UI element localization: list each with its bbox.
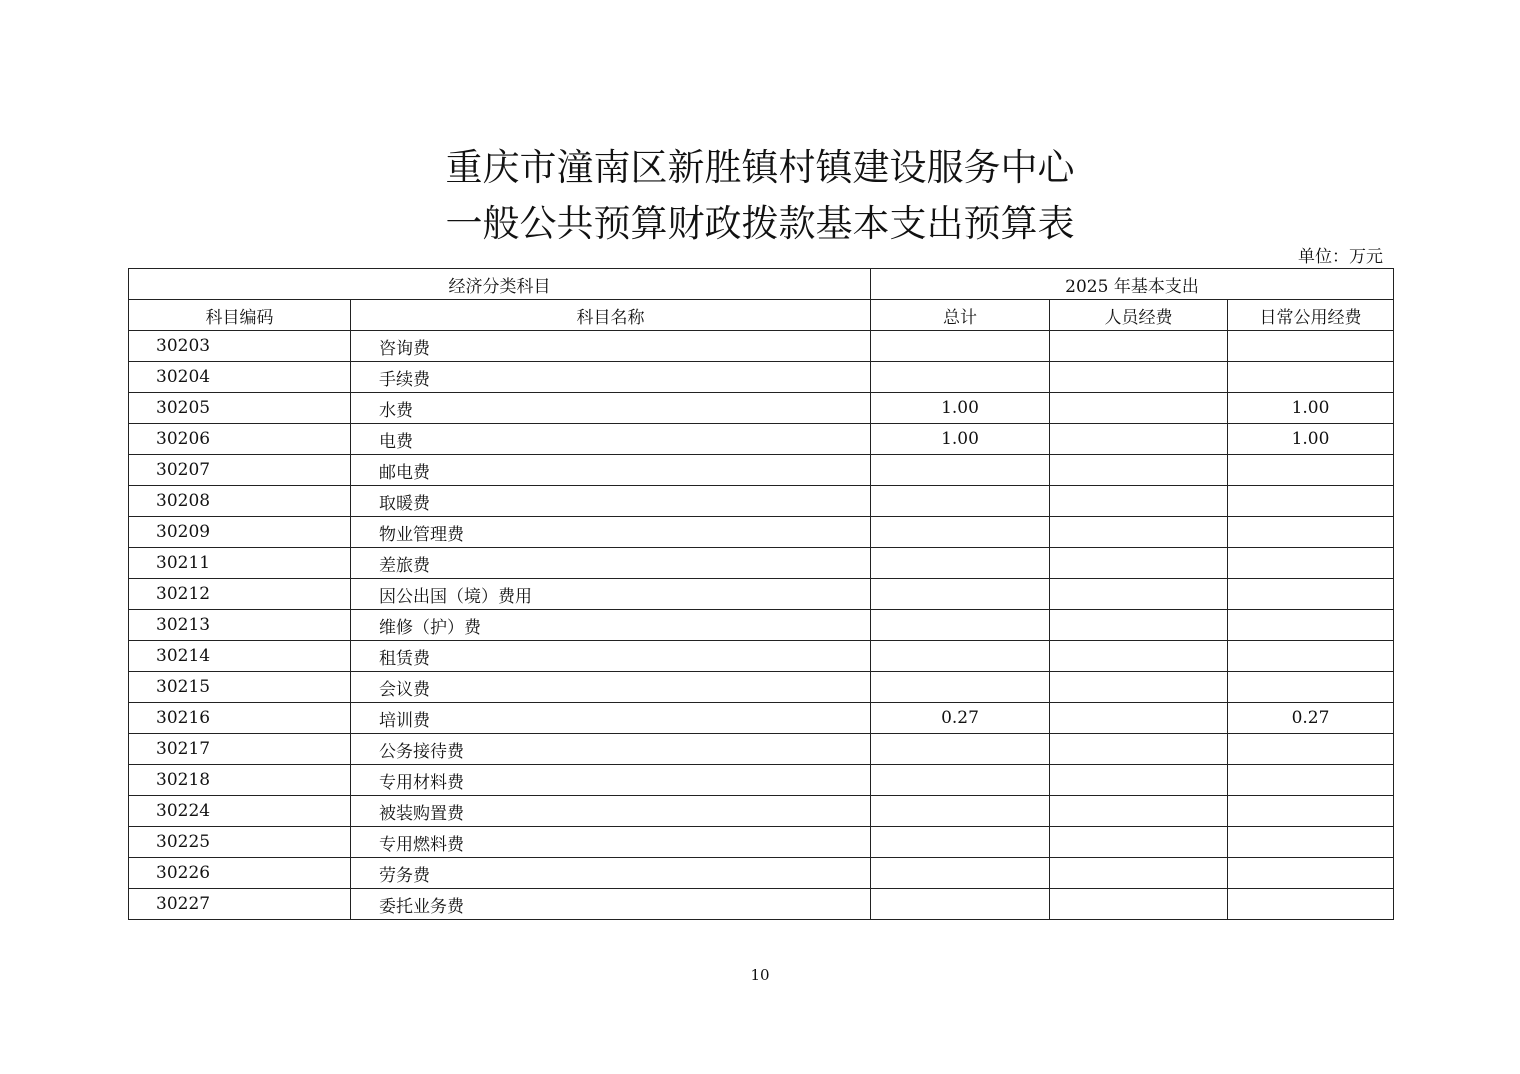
table-row: [129, 858, 1394, 889]
table-row: [129, 393, 1394, 424]
cell-total: [871, 641, 1050, 672]
cell-daily: [1228, 517, 1394, 548]
group-header-economic-category: 经济分类科目: [129, 269, 871, 300]
cell-name: 租赁费: [351, 641, 871, 672]
cell-daily: [1228, 331, 1394, 362]
cell-name: 委托业务费: [351, 889, 871, 920]
cell-code: 30207: [129, 455, 351, 486]
cell-total: 0.27: [871, 703, 1050, 734]
cell-total: [871, 362, 1050, 393]
cell-daily: [1228, 579, 1394, 610]
cell-code: 30226: [129, 858, 351, 889]
cell-daily: 1.00: [1228, 393, 1394, 424]
cell-personnel: [1050, 393, 1228, 424]
cell-total: [871, 734, 1050, 765]
cell-personnel: [1050, 579, 1228, 610]
cell-total: [871, 858, 1050, 889]
cell-personnel: [1050, 734, 1228, 765]
cell-code: 30227: [129, 889, 351, 920]
table-row: [129, 672, 1394, 703]
unit-label: 单位：万元: [1298, 247, 1383, 267]
cell-daily: [1228, 889, 1394, 920]
table-row: [129, 703, 1394, 734]
table-row: [129, 579, 1394, 610]
cell-total: [871, 579, 1050, 610]
cell-total: [871, 765, 1050, 796]
cell-name: 邮电费: [351, 455, 871, 486]
cell-personnel: [1050, 672, 1228, 703]
cell-code: 30217: [129, 734, 351, 765]
cell-personnel: [1050, 517, 1228, 548]
cell-name: 物业管理费: [351, 517, 871, 548]
cell-name: 维修（护）费: [351, 610, 871, 641]
cell-total: [871, 610, 1050, 641]
cell-code: 30212: [129, 579, 351, 610]
cell-daily: 0.27: [1228, 703, 1394, 734]
cell-name: 电费: [351, 424, 871, 455]
table-row: [129, 455, 1394, 486]
table-row: [129, 641, 1394, 672]
cell-name: 会议费: [351, 672, 871, 703]
cell-daily: [1228, 455, 1394, 486]
cell-daily: [1228, 548, 1394, 579]
cell-daily: [1228, 486, 1394, 517]
table-row: [129, 331, 1394, 362]
cell-personnel: [1050, 610, 1228, 641]
cell-daily: [1228, 641, 1394, 672]
cell-total: [871, 827, 1050, 858]
table-column-header-row: [129, 300, 1394, 331]
cell-name: 劳务费: [351, 858, 871, 889]
cell-daily: [1228, 734, 1394, 765]
cell-personnel: [1050, 858, 1228, 889]
cell-daily: [1228, 796, 1394, 827]
cell-personnel: [1050, 796, 1228, 827]
table-row: [129, 362, 1394, 393]
cell-code: 30224: [129, 796, 351, 827]
cell-daily: [1228, 765, 1394, 796]
cell-total: 1.00: [871, 393, 1050, 424]
table-row: [129, 548, 1394, 579]
cell-name: 手续费: [351, 362, 871, 393]
cell-code: 30204: [129, 362, 351, 393]
cell-name: 差旅费: [351, 548, 871, 579]
table-group-header-row: [129, 269, 1394, 300]
cell-name: 取暖费: [351, 486, 871, 517]
cell-code: 30213: [129, 610, 351, 641]
cell-code: 30209: [129, 517, 351, 548]
cell-code: 30218: [129, 765, 351, 796]
table-row: [129, 734, 1394, 765]
cell-name: 咨询费: [351, 331, 871, 362]
cell-name: 公务接待费: [351, 734, 871, 765]
table-row: [129, 517, 1394, 548]
cell-total: [871, 672, 1050, 703]
table-row: [129, 889, 1394, 920]
cell-total: 1.00: [871, 424, 1050, 455]
cell-daily: [1228, 672, 1394, 703]
cell-total: [871, 486, 1050, 517]
cell-code: 30208: [129, 486, 351, 517]
page-title-line-1: 重庆市潼南区新胜镇村镇建设服务中心: [445, 146, 1075, 189]
cell-name: 水费: [351, 393, 871, 424]
cell-total: [871, 889, 1050, 920]
cell-personnel: [1050, 424, 1228, 455]
cell-total: [871, 517, 1050, 548]
cell-code: 30206: [129, 424, 351, 455]
cell-name: 培训费: [351, 703, 871, 734]
table-row: [129, 610, 1394, 641]
column-header-code: 科目编码: [129, 300, 351, 331]
cell-personnel: [1050, 331, 1228, 362]
cell-total: [871, 331, 1050, 362]
cell-personnel: [1050, 455, 1228, 486]
column-header-personnel: 人员经费: [1050, 300, 1228, 331]
column-header-name: 科目名称: [351, 300, 871, 331]
cell-personnel: [1050, 486, 1228, 517]
table-row: [129, 486, 1394, 517]
page-title-line-2: 一般公共预算财政拨款基本支出预算表: [445, 202, 1075, 245]
cell-daily: [1228, 610, 1394, 641]
cell-personnel: [1050, 703, 1228, 734]
column-header-daily: 日常公用经费: [1228, 300, 1394, 331]
table-row: [129, 796, 1394, 827]
table-row: [129, 765, 1394, 796]
cell-name: 专用材料费: [351, 765, 871, 796]
cell-name: 因公出国（境）费用: [351, 579, 871, 610]
budget-table: [128, 268, 1394, 920]
cell-daily: [1228, 858, 1394, 889]
cell-name: 被装购置费: [351, 796, 871, 827]
cell-personnel: [1050, 827, 1228, 858]
cell-code: 30214: [129, 641, 351, 672]
cell-daily: [1228, 827, 1394, 858]
cell-total: [871, 548, 1050, 579]
cell-total: [871, 796, 1050, 827]
cell-personnel: [1050, 362, 1228, 393]
cell-name: 专用燃料费: [351, 827, 871, 858]
cell-code: 30215: [129, 672, 351, 703]
table-body: [129, 331, 1394, 920]
cell-total: [871, 455, 1050, 486]
cell-code: 30216: [129, 703, 351, 734]
cell-daily: 1.00: [1228, 424, 1394, 455]
cell-personnel: [1050, 889, 1228, 920]
table-row: [129, 827, 1394, 858]
cell-personnel: [1050, 765, 1228, 796]
cell-daily: [1228, 362, 1394, 393]
cell-personnel: [1050, 548, 1228, 579]
cell-code: 30211: [129, 548, 351, 579]
table-row: [129, 424, 1394, 455]
cell-personnel: [1050, 641, 1228, 672]
column-header-total: 总计: [871, 300, 1050, 331]
cell-code: 30203: [129, 331, 351, 362]
page-number: 10: [750, 966, 770, 984]
group-header-basic-expenditure: 2025 年基本支出: [871, 269, 1394, 300]
cell-code: 30205: [129, 393, 351, 424]
cell-code: 30225: [129, 827, 351, 858]
